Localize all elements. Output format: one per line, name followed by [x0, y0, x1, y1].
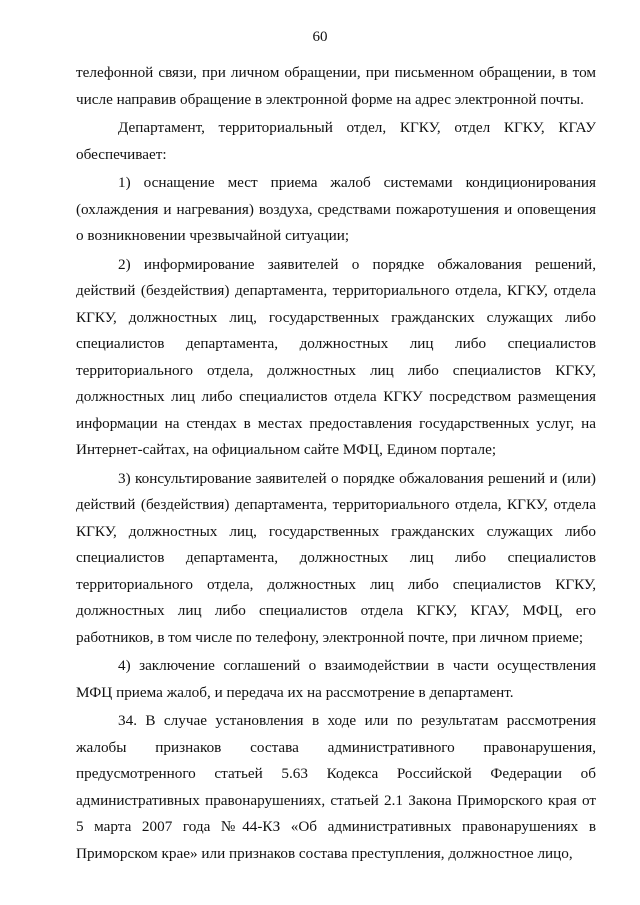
paragraph-section-34: 34. В случае установления в ходе или по результатам рассмотрения жалобы признаков состава административного правонарушения, предусмотренного статьей 5.63 Кодекса Российской Федерации об административных правонарушениях, статьей 2.1 Закона Приморского края от 5 марта 2007 года №44-КЗ «Об административных правонарушениях в Приморском крае» или признаков состава преступления, должностное лицо,	[76, 712, 596, 862]
document-body	[76, 60, 596, 867]
paragraph-item-3: 3) консультирование заявителей о порядке обжалования решений и (или) действий (бездействия) департамента, территориального отдела, КГКУ, отдела КГКУ, должностных лиц, государственных гражданских служащих либо специалистов департамента, должностных лиц либо специалистов территориального отдела, должностных лиц либо специалистов КГКУ, должностных лиц либо специалистов отдела КГКУ, КГАУ, МФЦ, его работников, в том числе по телефону, электронной почте, при личном приеме;	[76, 469, 596, 646]
paragraph-item-1: 1) оснащение мест приема жалоб системами кондиционирования (охлаждения и нагревания) воздуха, средствами пожаротушения и оповещения о возникновении чрезвычайной ситуации;	[76, 174, 596, 244]
page-number: 60	[312, 29, 328, 45]
paragraph-item-2: 2) информирование заявителей о порядке обжалования решений, действий (бездействия) департамента, территориального отдела, КГКУ, отдела КГКУ, должностных лиц, государственных гражданских служащих либо специалистов департамента, должностных лиц либо специалистов территориального отдела, должностных лиц либо специалистов КГКУ, должностных лиц либо специалистов отдела КГКУ посредством размещения информации на стендах в местах предоставления государственных услуг, на Интернет-сайтах, на официальном сайте МФЦ, Едином портале;	[76, 255, 596, 458]
paragraph-item-4: 4) заключение соглашений о взаимодействии в части осуществления МФЦ приема жалоб, и передача их на рассмотрение в департамент.	[76, 657, 596, 701]
paragraph-department-provides: Департамент, территориальный отдел, КГКУ, отдел КГКУ, КГАУ обеспечивает:	[76, 119, 596, 163]
paragraph-continuation: телефонной связи, при личном обращении, при письменном обращении, в том числе направив обращение в электронной форме на адрес электронной почты.	[76, 64, 596, 108]
